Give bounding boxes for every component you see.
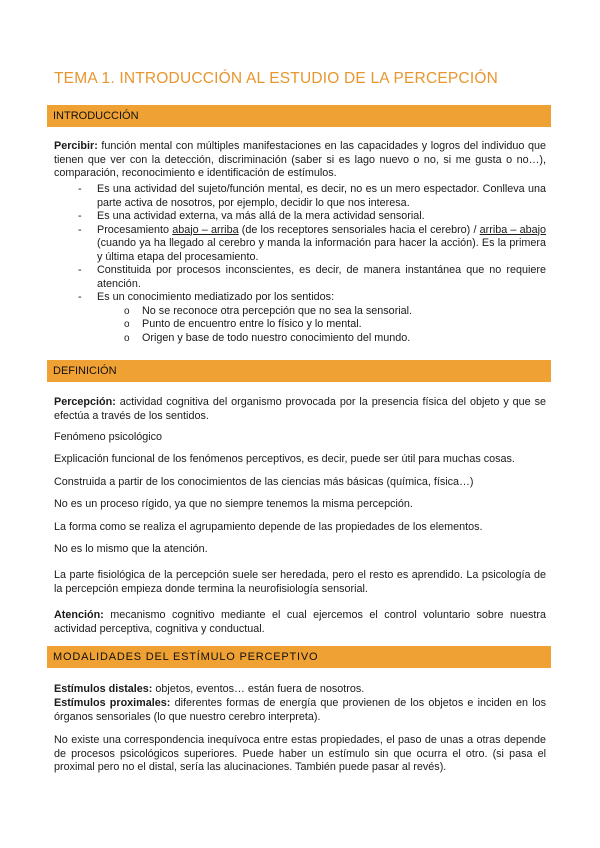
- list-item-text: Procesamiento: [97, 223, 173, 236]
- list-item: [54, 291, 546, 345]
- list-item: [54, 264, 546, 291]
- distales-term: Estímulos distales:: [54, 683, 153, 695]
- sub-list: [97, 305, 546, 346]
- percibir-term: Percibir:: [54, 140, 98, 152]
- intro-list: [54, 183, 546, 345]
- section-header-definicion: DEFINICIÓN: [47, 360, 551, 382]
- list-item-text: Es una actividad externa, va más allá de la mera actividad sensorial.: [97, 210, 425, 222]
- page-title: TEMA 1. INTRODUCCIÓN AL ESTUDIO DE LA PERCEPCIÓN: [54, 70, 498, 87]
- list-item: [54, 183, 546, 210]
- distales-text: objetos, eventos… están fuera de nosotros.: [152, 683, 365, 695]
- paragraph: Fenómeno psicológico: [54, 431, 163, 443]
- paragraph: No es lo mismo que la atención.: [54, 543, 208, 555]
- percibir-definition: [54, 140, 546, 181]
- atencion-term: Atención:: [54, 609, 104, 621]
- percepcion-term: Percepción:: [54, 396, 116, 408]
- list-item: [54, 210, 546, 224]
- atencion-definition: [54, 609, 546, 636]
- list-item-text: Es una actividad del sujeto/función mental, es decir, no es un mero espectador. Conlleva una parte activa de nosotros, por ejemplo, decidir lo que nos interesa.: [97, 183, 546, 209]
- underlined-term: abajo – arriba: [172, 223, 239, 236]
- sub-list-item-text: No se reconoce otra percepción que no sea la sensorial.: [142, 304, 413, 317]
- proximales-definition: [54, 697, 546, 724]
- proximales-text: diferentes formas de energía que provienen de los objetos e inciden en los órganos sensoriales (lo que nuestro cerebro interpreta).: [54, 697, 547, 723]
- sub-list-item-text: Punto de encuentro entre lo físico y lo mental.: [142, 318, 362, 330]
- list-item-text: (de los receptores sensoriales hacia el cerebro) /: [238, 223, 480, 236]
- section-header-introduccion: INTRODUCCIÓN: [47, 105, 551, 127]
- paragraph: No existe una correspondencia inequívoca entre estas propiedades, el paso de unas a otras depende de procesos psicológicos superiores. Puede haber un estímulo sin que ocurra el otro. (si pasa el proximal pero no el distal, sería las alucinaciones. También puede pasar al revés).: [54, 734, 546, 773]
- sub-list-item: [97, 318, 546, 332]
- list-item-text: Es un conocimiento mediatizado por los sentidos:: [97, 291, 335, 303]
- underlined-term: arriba – abajo: [479, 223, 547, 236]
- list-item: [54, 224, 546, 265]
- atencion-text: mecanismo cognitivo mediante el cual ejercemos el control voluntario sobre nuestra actividad perceptiva, cognitiva y conductual.: [54, 609, 546, 635]
- paragraph: La forma como se realiza el agrupamiento depende de las propiedades de los elementos.: [54, 521, 483, 533]
- distales-definition: [54, 683, 546, 697]
- paragraph: No es un proceso rígido, ya que no siempre tenemos la misma percepción.: [54, 498, 413, 510]
- proximales-term: Estímulos proximales:: [54, 697, 171, 709]
- sub-list-item: [97, 332, 546, 346]
- percibir-text: función mental con múltiples manifestaciones en las capacidades y logros del individuo que tienen que ver con la detección, discriminación (saber si es lago nuevo o no, si me gusta o no…), comparación, reconocimiento e identificación de estímulos.: [54, 140, 546, 179]
- sub-list-item: [97, 305, 546, 319]
- sub-list-item-text: Origen y base de todo nuestro conocimiento del mundo.: [142, 331, 411, 344]
- paragraph: La parte fisiológica de la percepción suele ser heredada, pero el resto es aprendido. La psicología de la percepción empieza donde termina la neurofisiología sensorial.: [54, 569, 546, 595]
- percepcion-text: actividad cognitiva del organismo provocada por la presencia física del objeto y que se efectúa a través de los sentidos.: [54, 396, 546, 422]
- list-item-text: Constituida por procesos inconscientes, es decir, de manera instantánea que no requiere atención.: [97, 264, 546, 290]
- percepcion-definition: [54, 396, 546, 423]
- list-item-text: (cuando ya ha llegado al cerebro y manda la información para hacer la acción). Es la primera y última etapa del procesamiento.: [97, 237, 546, 263]
- paragraph: Construida a partir de los conocimientos de las ciencias más básicas (química, física…): [54, 476, 474, 488]
- section-header-modalidades: MODALIDADES DEL ESTÍMULO PERCEPTIVO: [47, 646, 551, 668]
- paragraph: Explicación funcional de los fenómenos perceptivos, es decir, puede ser útil para muchas cosas.: [54, 453, 515, 465]
